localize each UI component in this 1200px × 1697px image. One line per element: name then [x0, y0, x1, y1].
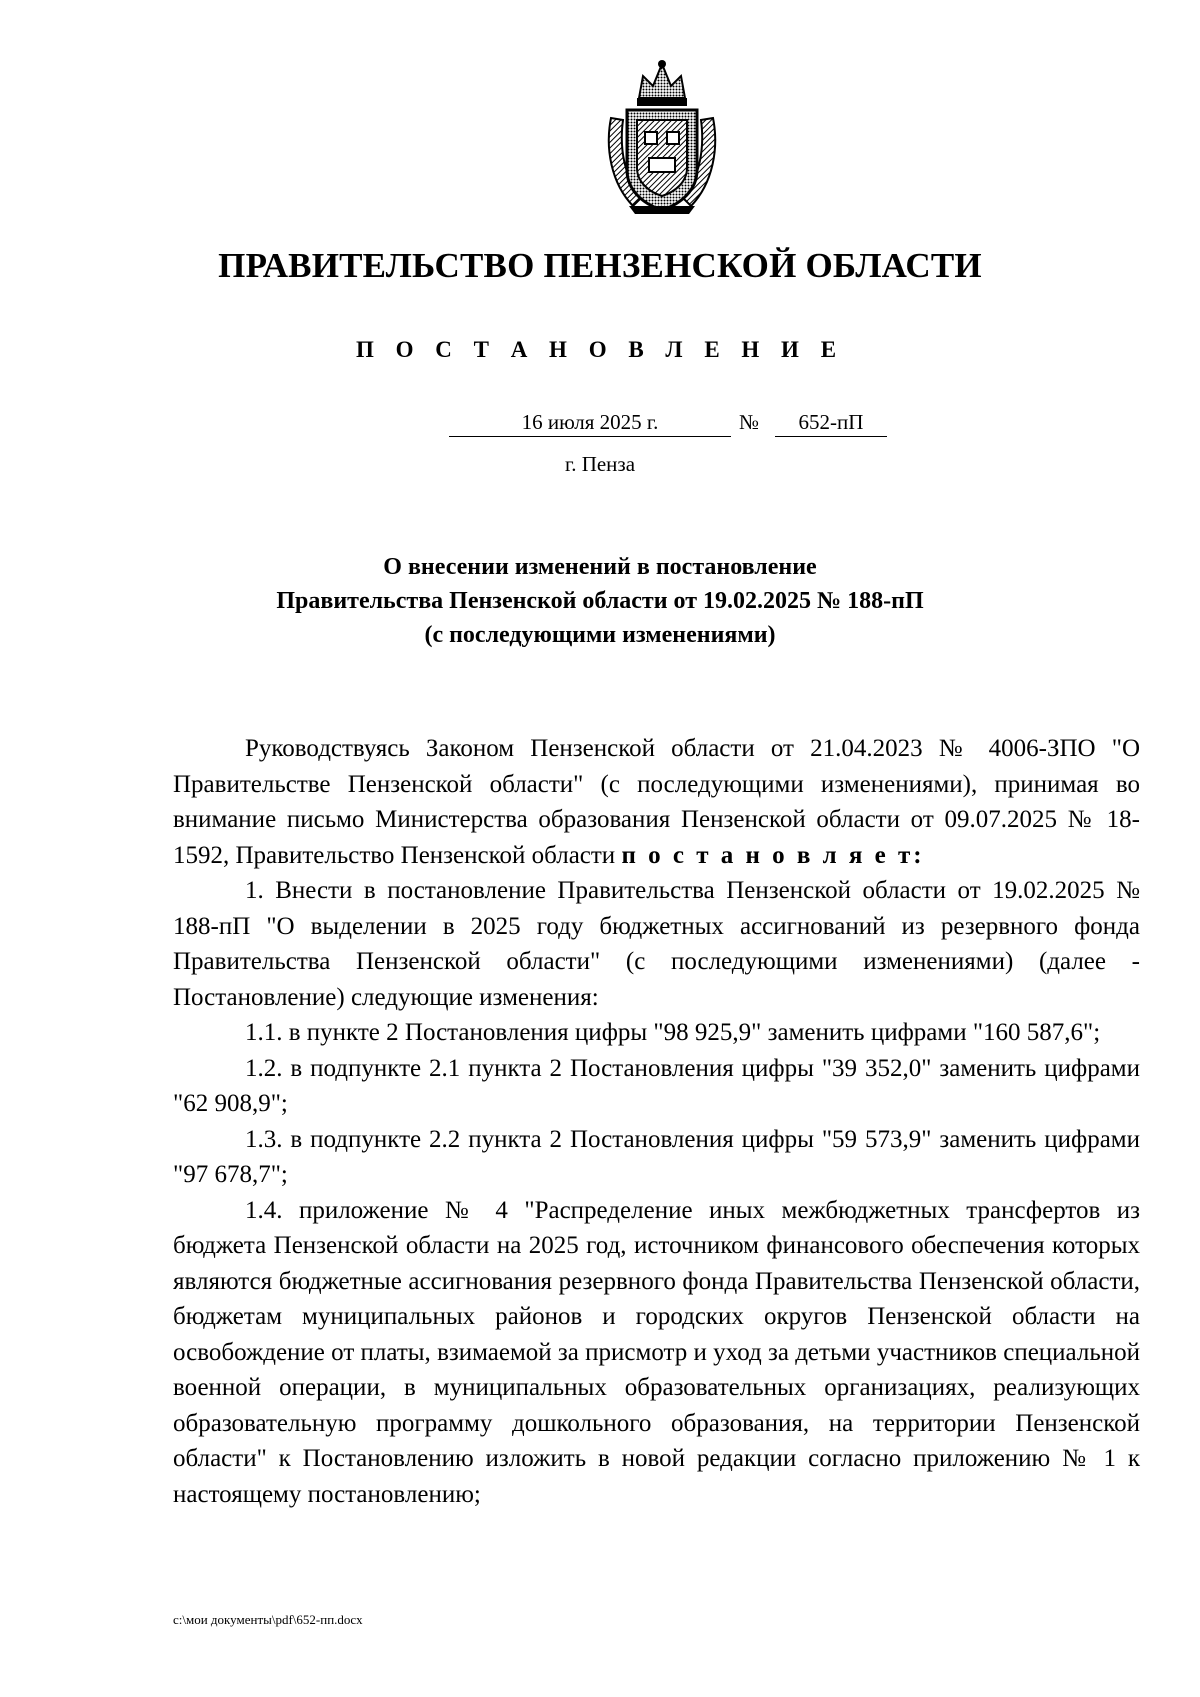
heading-line-1: О внесении изменений в постановление — [383, 554, 817, 580]
item-1-4: 1.4. приложение № 4 "Распределение иных межбюджетных трансфертов из бюджета Пензенской области на 2025 год, источником финансового обеспечения которых являются бюджетные ассигнования резервного фонда Правительства Пензенской области, бюджетам муниципальных районов и городских округов Пензенской области на освобождение от платы, взимаемой за присмотр и уход за детьми участников специальной военной операции, в муниципальных образовательных организациях, реализующих образовательную программу дошкольного образования, на территории Пензенской области" к Постановлению изложить в новой редакции согласно приложению № 1 к настоящему постановлению; — [173, 1196, 1140, 1508]
heading-line-2: Правительства Пензенской области от 19.02.2025 № 188-пП — [276, 588, 924, 614]
document-number: 652-пП — [775, 410, 887, 437]
document-date: 16 июля 2025 г. — [449, 410, 731, 437]
item-1-3: 1.3. в подпункте 2.2 пункта 2 Постановления цифры "59 573,9" заменить цифрами "97 678,7"; — [173, 1125, 1140, 1188]
document-type: П О С Т А Н О В Л Е Н И Е — [355, 337, 845, 362]
preamble-text: Руководствуясь Законом Пензенской области от 21.04.2023 № 4006-ЗПО "О Правительстве Пензенской области" (с последующими изменениями), принимая во внимание письмо Министерства образования Пензенской области от 09.07.2025 № 18-1592, Правительство Пензенской области — [173, 735, 1140, 869]
city: г. Пенза — [564, 452, 636, 476]
government-title: ПРАВИТЕЛЬСТВО ПЕНЗЕНСКОЙ ОБЛАСТИ — [218, 246, 982, 285]
preamble-paragraph — [173, 731, 1140, 873]
item-1-2: 1.2. в подпункте 2.1 пункта 2 Постановления цифры "39 352,0" заменить цифрами "62 908,9"; — [173, 1054, 1140, 1117]
footer-file-path: c:\мои документы\pdf\652-пп.docx — [173, 1612, 363, 1627]
coat-of-arms-icon — [603, 58, 721, 216]
number-sign: № — [739, 410, 760, 434]
item-1: 1. Внести в постановление Правительства Пензенской области от 19.02.2025 № 188-пП "О выделении в 2025 году бюджетных ассигнований из резервного фонда Правительства Пензенской области" (с последующими изменениями) (далее - Постановление) следующие изменения: — [173, 877, 1140, 1011]
document-body — [173, 731, 1140, 1512]
heading-line-3: (с последующими изменениями) — [424, 622, 776, 648]
item-1-1: 1.1. в пункте 2 Постановления цифры "98 925,9" заменить цифрами "160 587,6"; — [245, 1019, 1101, 1046]
document-heading — [0, 550, 1200, 652]
resolves-word: п о с т а н о в л я е т: — [621, 841, 925, 869]
